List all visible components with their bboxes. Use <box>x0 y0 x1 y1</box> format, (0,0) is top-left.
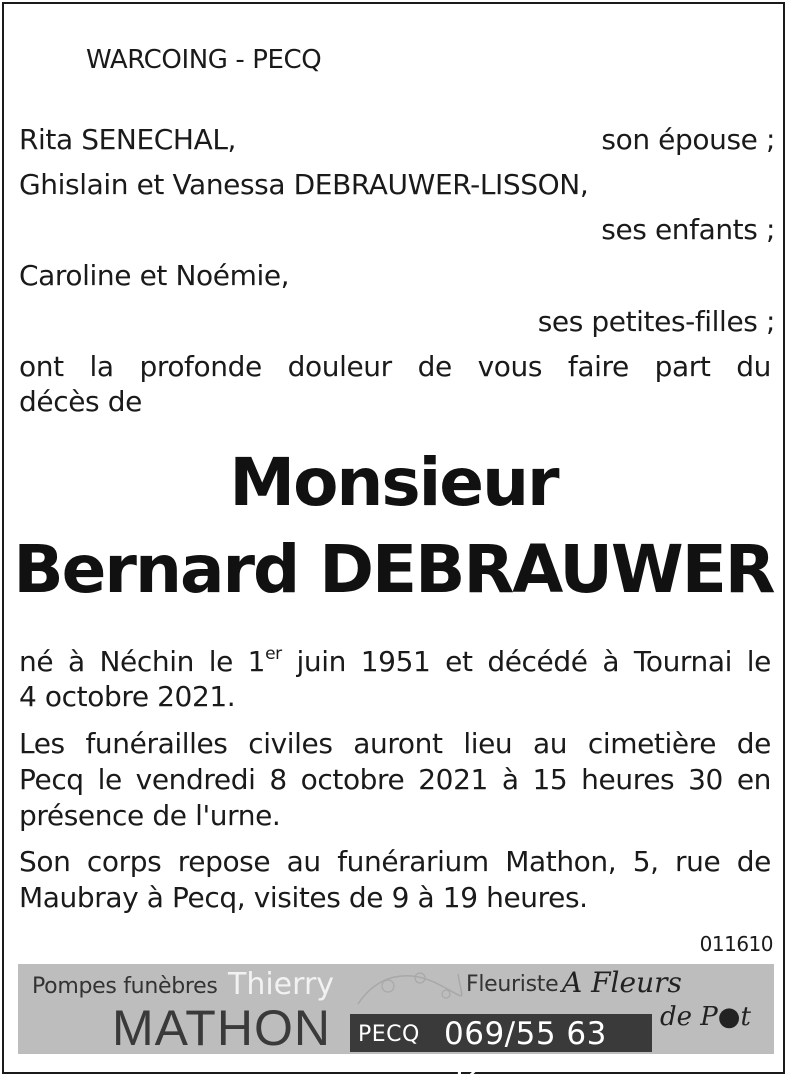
flower-ornament-icon <box>348 964 468 1012</box>
birth-line-2: 4 octobre 2021. <box>19 680 236 713</box>
phone-number: 069/55 63 52 <box>444 1016 607 1088</box>
family-name-children: Ghislain et Vanessa DEBRAUWER-LISSON, <box>19 168 589 201</box>
location-heading: WARCOING - PECQ <box>86 45 322 75</box>
fleuriste-label: Fleuriste <box>466 972 559 997</box>
birth-line-1 <box>19 644 771 680</box>
announcement-line-1: ont la profonde douleur de vous faire part du <box>19 350 771 383</box>
deceased-title: Monsieur <box>229 444 558 521</box>
birth-superscript: er <box>265 643 282 664</box>
announcement-line-2: décès de <box>19 385 142 418</box>
pompes-funebres-label: Pompes funèbres <box>32 974 218 999</box>
family-relation-children: ses enfants ; <box>601 213 775 246</box>
birth-text-post: juin 1951 et décédé à Tournai le <box>281 645 771 678</box>
company-name: MATHON <box>112 1000 331 1056</box>
family-name-spouse: Rita SENECHAL, <box>19 123 237 156</box>
family-relation-grandchildren: ses petites-filles ; <box>537 305 775 338</box>
deceased-name: Bernard DEBRAUWER <box>13 531 774 608</box>
funeral-line-3: présence de l'urne. <box>19 799 281 832</box>
funeral-line-2: Pecq le vendredi 8 octobre 2021 à 15 heures 30 en <box>19 763 771 796</box>
shop-name-line-2: de P●t <box>660 1002 751 1032</box>
visitation-line-2: Maubray à Pecq, visites de 9 à 19 heures. <box>19 881 588 914</box>
family-name-grandchildren: Caroline et Noémie, <box>19 259 290 292</box>
firstname-label: Thierry <box>228 967 335 1002</box>
reference-number: 011610 <box>699 932 773 956</box>
shop-name-line-1: A Fleurs <box>562 966 682 999</box>
birth-text-pre: né à Néchin le 1 <box>19 645 266 678</box>
family-relation-spouse: son épouse ; <box>601 123 775 156</box>
town-label: PECQ <box>358 1022 420 1047</box>
phone-box <box>350 1014 652 1088</box>
funeral-line-1: Les funérailles civiles auront lieu au cimetière de <box>19 727 771 760</box>
funeral-home-banner <box>18 964 774 1088</box>
visitation-line-1: Son corps repose au funérarium Mathon, 5, rue de <box>19 845 771 878</box>
